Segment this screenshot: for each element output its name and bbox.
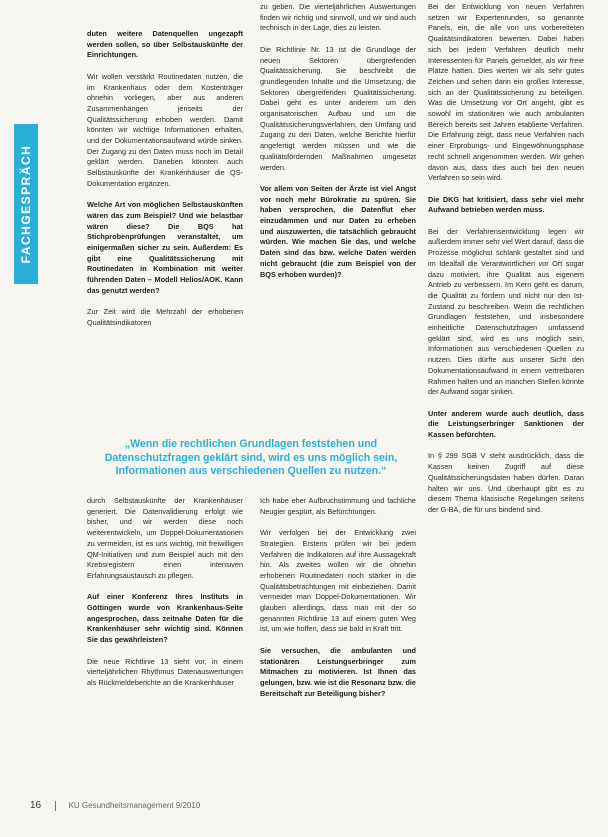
body-paragraph: Wir verfolgen bei der Entwicklung zwei Strategien. Erstens prüfen wir bei jedem Verfahren die Indikatoren auf ihre Aussagekraft hin. Als zweites wollen wir die ohnehin erhobenen Routinedaten noch stärker in die Qualitätsbetrachtungen mit einbeziehen. Damit vermeidet man Doppel-Dokumentationen. Wir glauben allerdings, dass man mit der so genannten Richtlinie 13 auf einem guten Weg ist, um wie hoffen, dass sie bald in Kraft tritt.: [260, 528, 416, 634]
body-paragraph: Zur Zeit wird die Mehrzahl der erhobenen Qualitätsindikatoren: [87, 307, 243, 327]
body-paragraph: Die Richtlinie Nr. 13 ist die Grundlage der neuen Sektoren übergreifenden Qualitätssicherung. Sie beschreibt die grundlegenden Inhalte und die Umsetzung, die Sektoren übergreifenden Qualitätssicherung. Dabei geht es unter anderem um den organisatorischen Aufbau und um die Qualitätssicherungsverfahren, den Umfang und Zugang zu den Daten, welche Berichte hierfür angefertigt werden müssen und wie die qualitätsfördernden Maßnahmen umgesetzt werden.: [260, 44, 416, 172]
column-2-top: [260, 2, 416, 291]
question-paragraph: Auf einer Konferenz Ihres Instituts in Göttingen wurde von Krankenhaus-Seite angesprochen, dass zeitnahe Daten für die Krankenhäuser sehr wichtig sind. Können Sie das gewährleisten?: [87, 592, 243, 645]
question-paragraph: duten weitere Datenquellen ungezapft werden sollen, so über Selbstauskünfte der Einrichtungen.: [87, 29, 243, 60]
column-3: [428, 2, 584, 526]
body-paragraph: durch Selbstauskünfte der Krankenhäuser generiert. Die Datenvalidierung erfolgt wie bisher, und wir werden diese noch weiterentwickeln, um Doppel-Dokumentationen zu vermeiden, ist es uns wichtig, mit freiwilligen QM-Initiativen und zum Beispiel auch mit den Krebsregistern einen intensiven Erfahrungsaustausch zu pflegen.: [87, 496, 243, 580]
publication-name: KU Gesundheitsmanagement 9/2010: [68, 801, 201, 810]
body-paragraph: Ich habe eher Aufbruchstimmung und fachliche Neugier gespürt, als Befürchtungen.: [260, 496, 416, 516]
page-footer: [30, 800, 200, 811]
question-paragraph: Welche Art von möglichen Selbstauskünften wären das zum Beispiel? Und wie belastbar wären diese? Die BQS hat Stichprobenprüfungen veranstaltet, um einigermaßen sicher zu sein. Außerdem: Es gibt eine Qualitätssicherung mit Routinedaten in Kombination mit weiter führenden Daten – Modell Helios/AOK. Kann das genutzt werden?: [87, 200, 243, 295]
column-1-bottom: [87, 496, 243, 699]
body-paragraph: Wir wollen verstärkt Routinedaten nutzen, die im Krankenhaus oder dem Kostenträger ohnehin vorliegen, aber aus anderen Zusammenhängen jenseits der Qualitätssicherung erhoben werden. Damit könnten wir wichtige Informationen erhalten, und der Dokumentationsaufwand würde sinken. Der Zugang zu den Daten muss noch im Detail geklärt werden. Daneben könnten auch Selbstauskünfte der Krankenhäuser die QS-Dokumentation ergänzen.: [87, 71, 243, 188]
footer-separator: [55, 801, 56, 811]
section-label: FACHGESPRÄCH: [19, 144, 33, 264]
body-paragraph: In § 299 SGB V steht ausdrücklich, dass die Kassen keinen Zugriff auf diese Qualitätssicherungsdaten haben dürfen. Daran halten wir uns. Und überhaupt gibt es zu diesem Thema klassische Regelungen seitens der G-BA, die für uns bindend sind.: [428, 451, 584, 514]
question-paragraph: Die DKG hat kritisiert, dass sehr viel mehr Aufwand betrieben werden muss.: [428, 194, 584, 215]
pull-quote: „Wenn die rechtlichen Grundlagen feststehen und Datenschutzfragen geklärt sind, wird es uns möglich sein, Informationen aus verschiedenen Quellen zu nutzen.“: [104, 438, 398, 477]
column-2-bottom: [260, 496, 416, 710]
question-paragraph: Unter anderem wurde auch deutlich, dass die Leistungserbringer Sanktionen der Kassen befürchten.: [428, 408, 584, 440]
column-1-top: [87, 29, 243, 339]
question-paragraph: Sie versuchen, die ambulanten und stationären Leistungserbringer zum Mitmachen zu motivieren. Ist Ihnen das gelungen, bzw. wie ist die Resonanz bzw. die Bereitschaft zur Beteiligung bisher?: [260, 645, 416, 698]
body-paragraph: zu geben. Die vierteljährlichen Auswertungen finden wir richtig und sinnvoll, und wir sind auch technisch in der Lage, dies zu leisten.: [260, 2, 416, 33]
body-paragraph: Bei der Entwicklung von neuen Verfahren setzen wir Expertenrunden, so genannte Panels, ein, die alle von uns vorbereiteten Qualitätsindikatoren bewerten. Dabei haben sich bei jedem Verfahren deutlich mehr Interessenten für Panels gemeldet, als wir freie Plätze hatten. Dies werten wir als sehr gutes Zeichen und sehen darin ein großes Interesse, sich an der Qualitätssicherung zu beteiligen. Was die Umsetzung vor Ort angeht, gibt es sowohl im stationären wie auch ambulanten Bereich bereits seit Jahren etablierte Verfahren. Die Erfahrung zeigt, dass neue Verfahren nach einer Erprobungs- und Eingewöhnungsphase recht schnell angenommen werden. Wir gehen davon aus, dass dies auch bei den neuen Verfahren so sein wird.: [428, 2, 584, 183]
page-number: 16: [30, 800, 42, 811]
body-paragraph: Bei der Verfahrensentwicklung legen wir außerdem immer sehr viel Wert darauf, dass die Prozesse möglichst schlank gestaltet sind und im Idealfall die Verantwortlichen vor Ort sogar dazu motiviert, ihre Qualität aus eigenem Antrieb zu verbessern. Im Kern geht es darum, die Qualität zu fördern und nicht nur den Ist-Zustand zu beschreiben. Wenn die rechtlichen Grundlagen feststehen, und insbesondere einheitliche Datenschutzfragen umfassend geklärt sind, wird es uns möglich sein, Informationen aus verschiedenen Quellen zu nutzen. Dies dürfte aus unserer Sicht den Dokumentationsaufwand in einem vertretbaren Rahmen halten und an manchen Stellen könnte der Aufwand sogar sinken.: [428, 226, 584, 397]
question-paragraph: Vor allem von Seiten der Ärzte ist viel Angst vor noch mehr Bürokratie zu spüren. Sie haben versprochen, die Datenflut eher einzudämmen und nur Daten zu erheben und auszuwerten, die tatsächlich gebraucht würden. Wie machen Sie das, und welche Daten sind das bzw. welche Daten werden nicht gebraucht (die zum Beispiel von der BQS erhoben wurden)?: [260, 183, 416, 279]
body-paragraph: Die neue Richtlinie 13 sieht vor, in einem vierteljährlichen Rhythmus Datenauswertungen als Rückmeldeberichte an die Krankenhäuser: [87, 656, 243, 687]
